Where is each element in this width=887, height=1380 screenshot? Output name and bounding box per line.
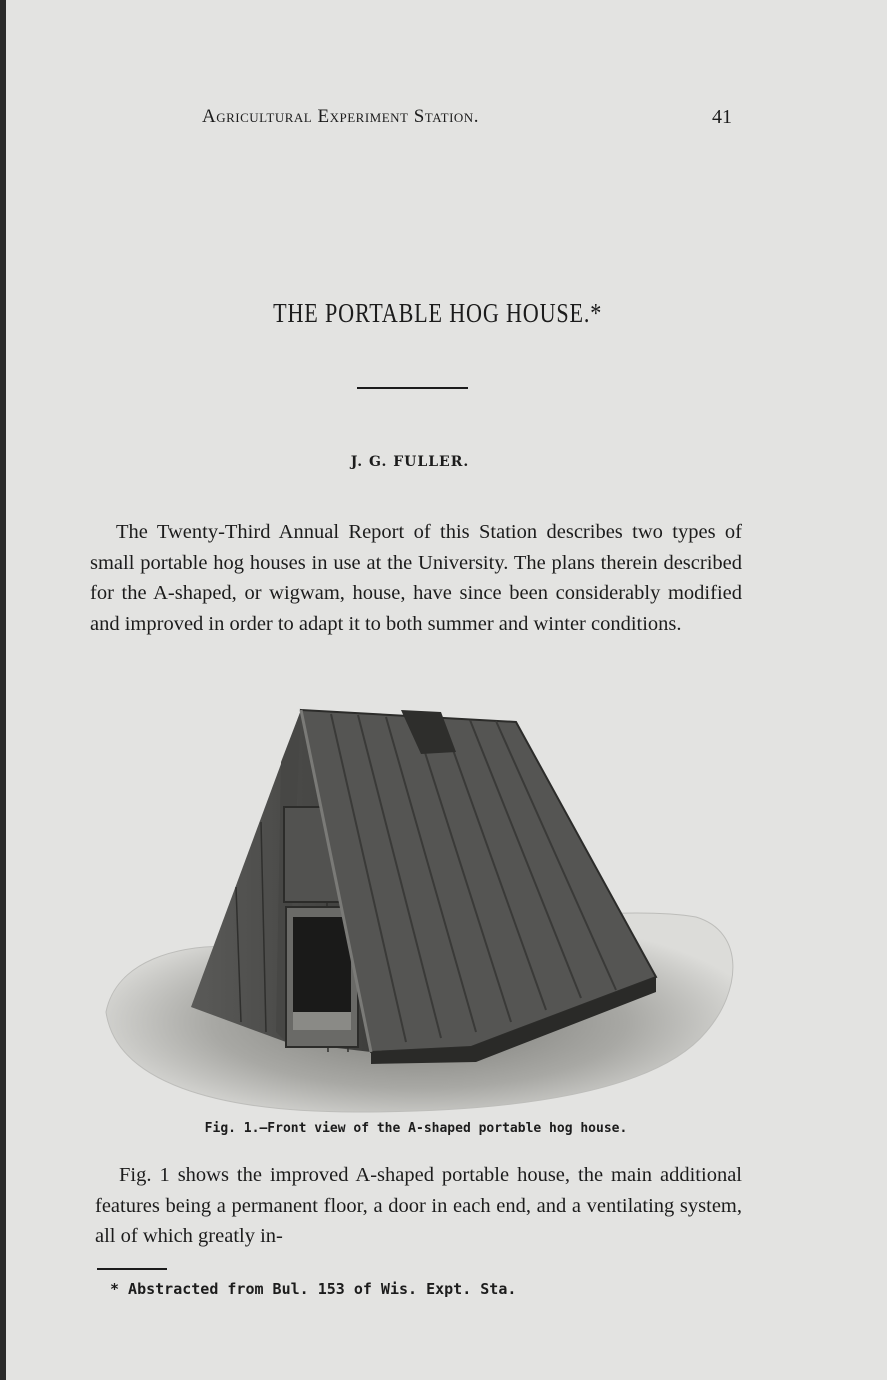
figure-caption: Fig. 1.—Front view of the A-shaped portable hog house. bbox=[204, 1121, 628, 1136]
footnote: * Abstracted from Bul. 153 of Wis. Expt. Sta. bbox=[110, 1280, 517, 1298]
title-rule bbox=[357, 387, 468, 389]
running-head-title: Agricultural Experiment Station. bbox=[202, 106, 479, 127]
hog-house-figure bbox=[96, 702, 736, 1117]
hog-house-illustration-icon bbox=[96, 702, 736, 1117]
author-name: J. G. FULLER. bbox=[350, 454, 470, 470]
footnote-rule bbox=[97, 1268, 167, 1270]
body-paragraph-1: The Twenty-Third Annual Report of this Station describes two types of small portable hog houses in use at the University. The plans therein described for the A-shaped, or wigwam, house, have since been considerably modified and improved in order to adapt it to both summer and winter conditions. bbox=[90, 521, 742, 635]
body-paragraph-2: Fig. 1 shows the improved A-shaped portable house, the main additional features being a permanent floor, a door in each end, and a ventilating system, all of which greatly in- bbox=[95, 1164, 742, 1247]
page-edge bbox=[0, 0, 6, 1380]
running-head bbox=[202, 106, 732, 134]
article-title: THE PORTABLE HOG HOUSE.* bbox=[273, 298, 603, 328]
page-number: 41 bbox=[712, 106, 732, 128]
